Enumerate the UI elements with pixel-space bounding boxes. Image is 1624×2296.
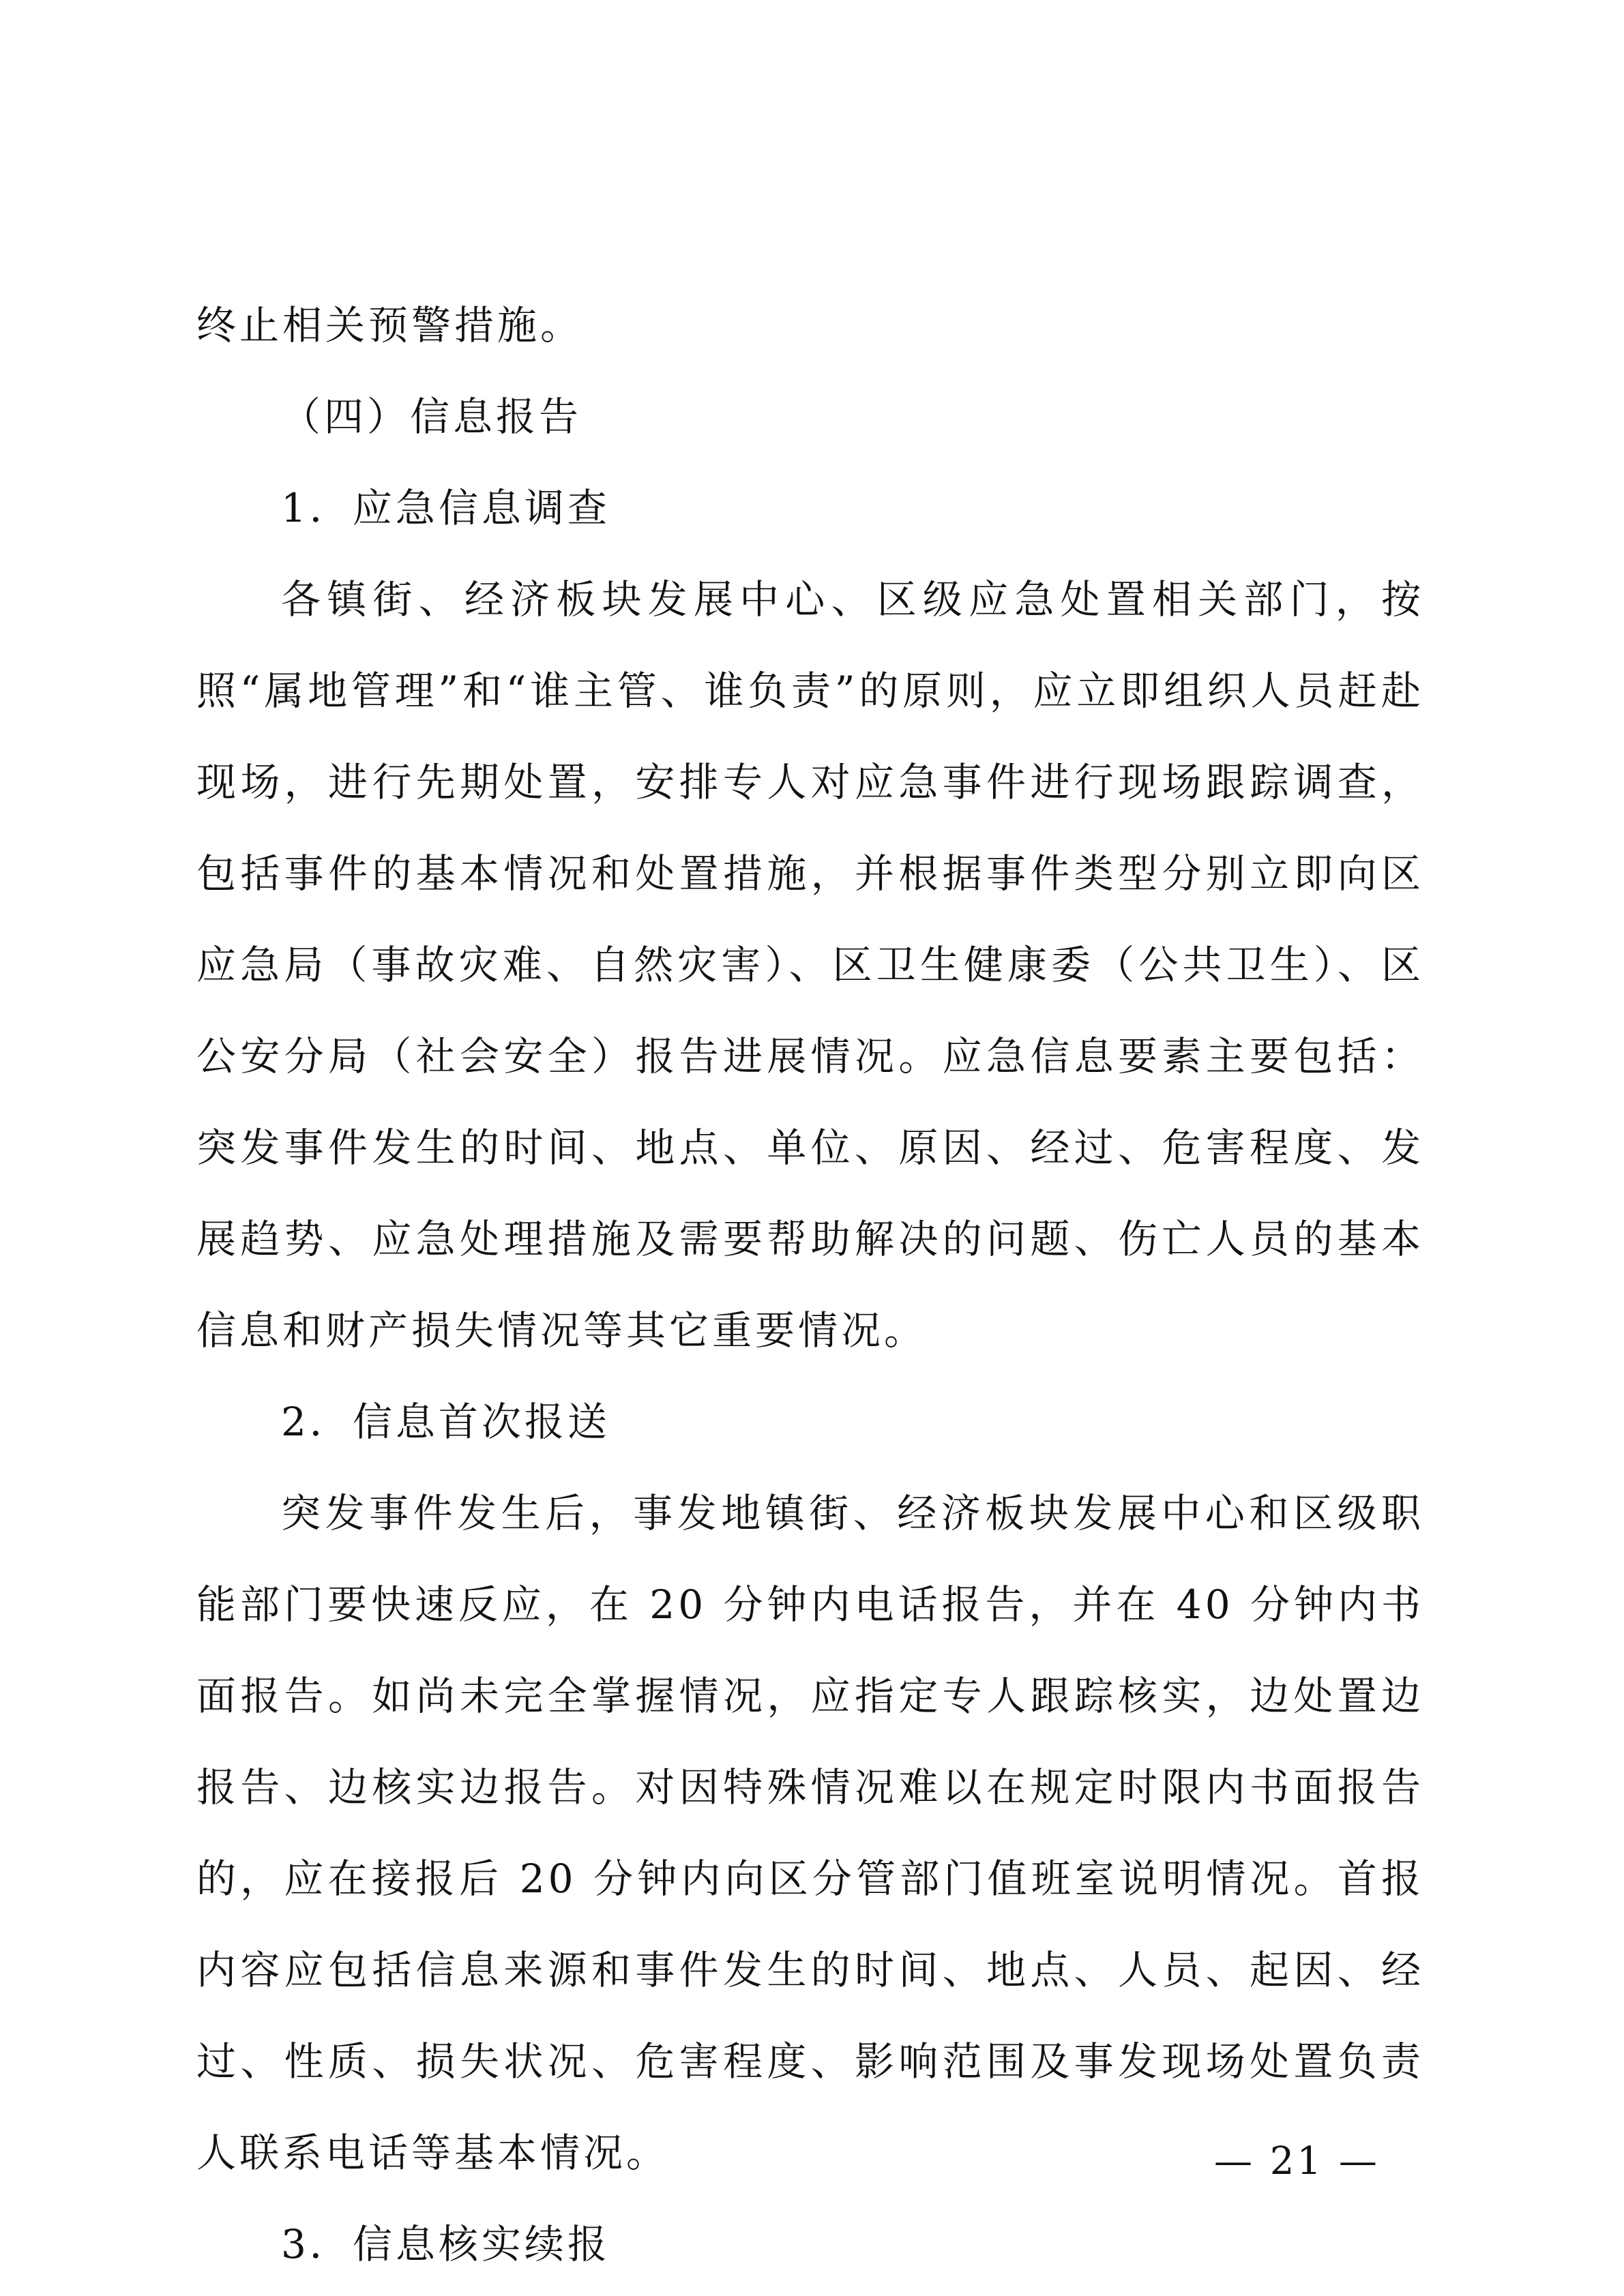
section-heading-info-report: （四）信息报告 — [281, 393, 582, 440]
paragraph-terminate-measures: 终止相关预警措施。 — [196, 302, 584, 348]
paragraph-emergency-info-survey: 各镇街、经济板块发展中心、区级应急处置相关部门，按照“属地管理”和“谁主管、谁负责”的原则，应立即组织人员赶赴现场，进行先期处置，安排专人对应急事件进行现场跟踪调查，包括事件的基本情况和处置措施，并根据事件类型分别立即向区应急局（事故灾难、自然灾害）、区卫生健康委（公共卫生）、区公安分局（社会安全）报告进展情况。应急信息要素主要包括：突发事件发生的时间、地点、单位、原因、经过、危害程度、发展趋势、应急处理措施及需要帮助解决的问题、伤亡人员的基本信息和财产损失情况等其它重要情况。 — [196, 576, 1424, 1354]
page-number: — 21 — — [1214, 2139, 1380, 2183]
subheading-emergency-info-survey: 1．应急信息调查 — [281, 485, 610, 531]
paragraph-first-report: 突发事件发生后，事发地镇街、经济板块发展中心和区级职能部门要快速反应，在 20 分钟内电话报告，并在 40 分钟内书面报告。如尚未完全掌握情况，应指定专人跟踪核实，边处置边报告、边核实边报告。对因特殊情况难以在规定时限内书面报告的，应在接报后 20 分钟内向区分管部门值班室说明情况。首报内容应包括信息来源和事件发生的时间、地点、人员、起因、经过、性质、损失状况、危害程度、影响范围及事发现场处置负责人联系电话等基本情况。 — [196, 1490, 1424, 2176]
subheading-first-report: 2．信息首次报送 — [281, 1399, 610, 1445]
document-body — [196, 280, 1424, 2290]
subheading-verify-follow-up: 3．信息核实续报 — [281, 2221, 610, 2267]
